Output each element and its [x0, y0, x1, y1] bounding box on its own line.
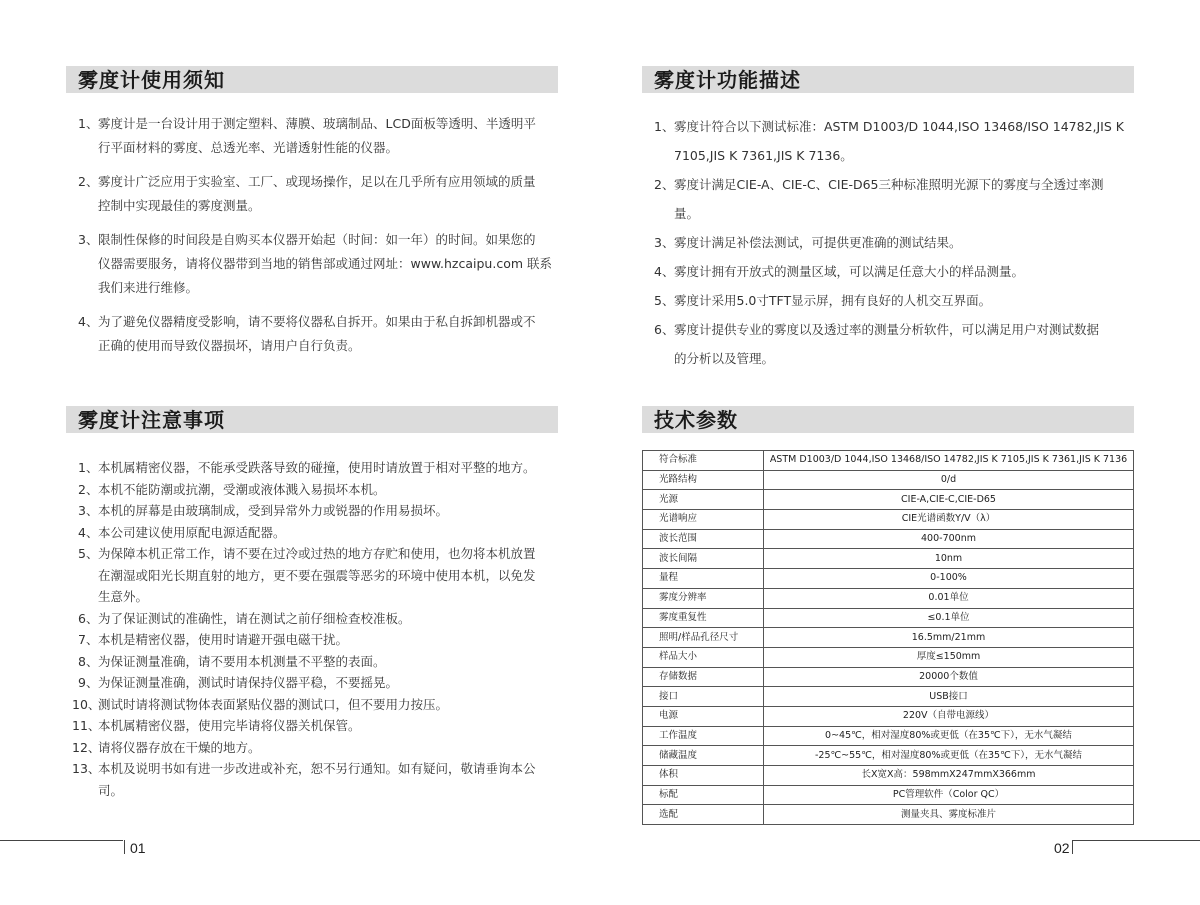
spec-key: 波长间隔	[643, 549, 764, 569]
item-line: 限制性保修的时间段是自购买本仪器开始起（时间：如一年）的时间。如果您的	[98, 232, 536, 247]
item-number: 2、	[654, 177, 675, 192]
item-number: 6、	[654, 322, 675, 337]
item-number: 5、	[654, 293, 675, 308]
spec-row	[643, 510, 1134, 530]
item-number: 4、	[78, 314, 99, 329]
item-line: 雾度计采用5.0寸TFT显示屏，拥有良好的人机交互界面。	[674, 293, 992, 308]
item-number: 6、	[78, 610, 99, 626]
spec-key: 波长范围	[643, 529, 764, 549]
item-line: 本公司建议使用原配电源适配器。	[98, 524, 286, 540]
spec-value: CIE-A,CIE-C,CIE-D65	[764, 490, 1134, 510]
item-line: 请将仪器存放在干燥的地方。	[98, 739, 261, 755]
caution-item	[78, 457, 558, 479]
spec-key: 光谱响应	[643, 510, 764, 530]
item-line: 本机是精密仪器，使用时请避开强电磁干扰。	[98, 632, 349, 647]
item-line: 正确的使用而导致仪器损坏，请用户自行负责。	[98, 338, 361, 353]
spec-row	[643, 667, 1134, 687]
item-line: 量。	[674, 206, 700, 221]
spec-value: 20000个数值	[764, 667, 1134, 687]
item-line: 本机的屏幕是由玻璃制成，受到异常外力或锐器的作用易损坏。	[98, 503, 449, 518]
item-line: 测试时请将测试物体表面紧贴仪器的测试口，但不要用力按压。	[98, 696, 449, 712]
footer-tick-right	[1072, 840, 1073, 854]
item-line: 本机属精密仪器，使用完毕请将仪器关机保管。	[98, 718, 361, 733]
item-line: 雾度计拥有开放式的测量区域，可以满足任意大小的样品测量。	[674, 264, 1025, 279]
page-number-right: 02	[1054, 840, 1070, 856]
item-line: 雾度计广泛应用于实验室、工厂、或现场操作，足以在几乎所有应用领域的质量	[98, 174, 536, 189]
features-list	[654, 112, 1134, 373]
item-number: 7、	[78, 632, 99, 647]
item-number: 1、	[654, 119, 675, 134]
item-line: 为了避免仪器精度受影响，请不要将仪器私自拆开。如果由于私自拆卸机器或不	[98, 314, 536, 329]
footer-rule-right	[1073, 840, 1200, 841]
spec-key: 选配	[643, 805, 764, 825]
spec-value: USB接口	[764, 687, 1134, 707]
spec-key: 存储数据	[643, 667, 764, 687]
spec-key: 光源	[643, 490, 764, 510]
spec-value: -25℃~55℃，相对湿度80%或更低（在35℃下），无水气凝结	[764, 746, 1134, 766]
feature-item	[654, 228, 1134, 257]
spec-value: 400-700nm	[764, 529, 1134, 549]
spec-value: 220V（自带电源线）	[764, 706, 1134, 726]
spec-row	[643, 726, 1134, 746]
item-number: 4、	[78, 524, 99, 540]
caution-item	[72, 737, 558, 759]
item-number: 3、	[654, 235, 675, 250]
item-number: 1、	[78, 116, 99, 131]
spec-row	[643, 588, 1134, 608]
spec-row	[643, 549, 1134, 569]
spec-row	[643, 746, 1134, 766]
spec-value: 0-100%	[764, 569, 1134, 589]
spec-value: 16.5mm/21mm	[764, 628, 1134, 648]
spec-row	[643, 529, 1134, 549]
item-number: 3、	[78, 503, 99, 518]
item-line: 在潮湿或阳光长期直射的地方，更不要在强震等恶劣的环境中使用本机，以免发	[98, 567, 536, 583]
item-number: 3、	[78, 232, 99, 247]
spec-value: 10nm	[764, 549, 1134, 569]
caution-item	[78, 672, 558, 694]
spec-row	[643, 785, 1134, 805]
usage-list	[78, 112, 558, 368]
spec-row	[643, 470, 1134, 490]
item-number: 11、	[72, 718, 101, 733]
item-line: 为保证测量准确，请不要用本机测量不平整的表面。	[98, 653, 386, 669]
spec-key: 样品大小	[643, 647, 764, 667]
spec-value: PC管理软件（Color QC）	[764, 785, 1134, 805]
spec-value: 0~45℃，相对湿度80%或更低（在35℃下），无水气凝结	[764, 726, 1134, 746]
spec-key: 电源	[643, 706, 764, 726]
caution-item	[78, 651, 558, 673]
cautions-list	[72, 457, 558, 801]
item-number: 5、	[78, 546, 99, 561]
spec-row	[643, 805, 1134, 825]
item-line: 雾度计满足CIE-A、CIE-C、CIE-D65三种标准照明光源下的雾度与全透过率测	[674, 177, 1104, 192]
item-line: 本机不能防潮或抗潮，受潮或液体溅入易损坏本机。	[98, 481, 386, 497]
feature-item	[654, 112, 1134, 170]
footer-tick-left	[124, 840, 125, 854]
item-line: 雾度计满足补偿法测试，可提供更准确的测试结果。	[674, 235, 962, 250]
spec-key: 工作温度	[643, 726, 764, 746]
item-line: 雾度计符合以下测试标准：ASTM D1003/D 1044,ISO 13468/ISO 14782,JIS K	[674, 119, 1124, 134]
feature-item	[654, 170, 1134, 228]
item-number: 10、	[72, 696, 101, 712]
item-line: 本机及说明书如有进一步改进或补充，恕不另行通知。如有疑问，敬请垂询本公	[98, 761, 536, 776]
item-line: 控制中实现最佳的雾度测量。	[98, 198, 261, 213]
item-line: 为保障本机正常工作，请不要在过冷或过热的地方存贮和使用，也勿将本机放置	[98, 546, 536, 561]
usage-item	[78, 310, 558, 358]
caution-item	[72, 758, 558, 801]
spec-row	[643, 628, 1134, 648]
usage-item	[78, 112, 558, 160]
usage-item	[78, 228, 558, 300]
footer-rule-left	[0, 840, 123, 841]
item-line: 仪器需要服务，请将仪器带到当地的销售部或通过网址：www.hzcaipu.com 联系	[98, 256, 552, 271]
item-line: 7105,JIS K 7361,JIS K 7136。	[674, 148, 853, 163]
spec-key: 符合标准	[643, 451, 764, 471]
spec-value: 0.01单位	[764, 588, 1134, 608]
item-line: 雾度计提供专业的雾度以及透过率的测量分析软件，可以满足用户对测试数据	[674, 322, 1100, 337]
specs-section-title: 技术参数	[642, 406, 1134, 433]
item-line: 雾度计是一台设计用于测定塑料、薄膜、玻璃制品、LCD面板等透明、半透明平	[98, 116, 536, 131]
spec-row	[643, 490, 1134, 510]
item-number: 2、	[78, 481, 99, 497]
item-number: 8、	[78, 653, 99, 669]
caution-item	[78, 500, 558, 522]
spec-value: 0/d	[764, 470, 1134, 490]
spec-key: 接口	[643, 687, 764, 707]
item-number: 4、	[654, 264, 675, 279]
spec-row	[643, 706, 1134, 726]
spec-value: 测量夹具、雾度标准片	[764, 805, 1134, 825]
item-number: 2、	[78, 174, 99, 189]
spec-value: CIE光谱函数Y/V（λ）	[764, 510, 1134, 530]
usage-item	[78, 170, 558, 218]
item-line: 生意外。	[98, 589, 149, 604]
caution-item	[78, 608, 558, 630]
spec-key: 雾度重复性	[643, 608, 764, 628]
item-line: 司。	[98, 782, 124, 798]
spec-key: 标配	[643, 785, 764, 805]
item-number: 9、	[78, 675, 99, 690]
feature-item	[654, 286, 1134, 315]
spec-row	[643, 687, 1134, 707]
spec-value: 长X宽X高：598mmX247mmX366mm	[764, 766, 1134, 786]
item-number: 12、	[72, 739, 101, 755]
item-line: 行平面材料的雾度、总透光率、光谱透射性能的仪器。	[98, 140, 399, 155]
feature-item	[654, 257, 1134, 286]
spec-key: 体积	[643, 766, 764, 786]
spec-key: 照明/样品孔径尺寸	[643, 628, 764, 648]
caution-item	[78, 543, 558, 608]
item-number: 1、	[78, 460, 99, 475]
cautions-section-title: 雾度计注意事项	[66, 406, 558, 433]
usage-section-title: 雾度计使用须知	[66, 66, 558, 93]
caution-item	[78, 522, 558, 544]
caution-item	[78, 629, 558, 651]
spec-row	[643, 451, 1134, 471]
item-line: 本机属精密仪器，不能承受跌落导致的碰撞，使用时请放置于相对平整的地方。	[98, 460, 536, 475]
caution-item	[72, 715, 558, 737]
spec-row	[643, 647, 1134, 667]
spec-row	[643, 569, 1134, 589]
spec-key: 量程	[643, 569, 764, 589]
specs-table	[642, 450, 1134, 825]
spec-row	[643, 608, 1134, 628]
spec-value: ≤0.1单位	[764, 608, 1134, 628]
spec-key: 雾度分辨率	[643, 588, 764, 608]
feature-item	[654, 315, 1134, 373]
spec-key: 光路结构	[643, 470, 764, 490]
item-line: 为了保证测试的准确性，请在测试之前仔细检查校准板。	[98, 610, 411, 626]
item-line: 的分析以及管理。	[674, 351, 775, 366]
caution-item	[72, 694, 558, 716]
item-number: 13、	[72, 761, 101, 776]
spec-key: 储藏温度	[643, 746, 764, 766]
caution-item	[78, 479, 558, 501]
spec-value: ASTM D1003/D 1044,ISO 13468/ISO 14782,JIS K 7105,JIS K 7361,JIS K 7136	[764, 451, 1134, 471]
spec-value: 厚度≤150mm	[764, 647, 1134, 667]
features-section-title: 雾度计功能描述	[642, 66, 1134, 93]
item-line: 为保证测量准确，测试时请保持仪器平稳，不要摇晃。	[98, 675, 399, 690]
item-line: 我们来进行维修。	[98, 280, 199, 295]
page-number-left: 01	[130, 840, 146, 856]
spec-row	[643, 766, 1134, 786]
